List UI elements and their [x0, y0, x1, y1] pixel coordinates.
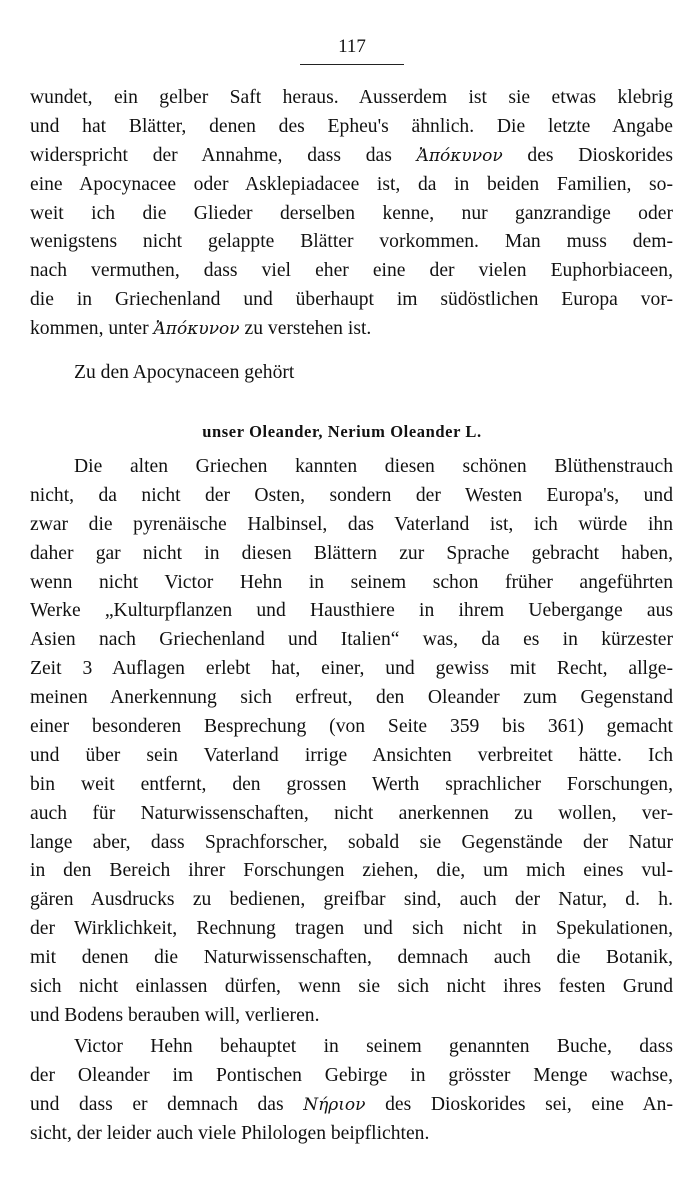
- text-line: Asien nach Griechenland und Italien“ was, da es in kürzester: [30, 629, 673, 651]
- text-fragment: des Dioskorides: [502, 144, 673, 166]
- greek-word: Ἀπόκυνον: [153, 319, 240, 340]
- page-number-rule: [300, 64, 404, 65]
- text-line: Die alten Griechen kannten diesen schönen Blüthenstrauch: [74, 456, 673, 477]
- paragraph-1: [30, 84, 673, 344]
- text-line: und Bodens berauben will, verlieren.: [30, 1004, 320, 1026]
- text-line: Zeit 3 Auflagen erlebt hat, einer, und gewiss mit Recht, allge-: [30, 658, 673, 680]
- text-fragment: zu verstehen ist.: [239, 318, 372, 340]
- text-line: gären Ausdrucks zu bedienen, greifbar sind, auch der Natur, d. h.: [30, 889, 673, 911]
- text-line: der Oleander im Pontischen Gebirge in grösster Menge wachse,: [30, 1064, 673, 1086]
- text-line: [30, 315, 673, 344]
- text-line: mit denen die Naturwissenschaften, demnach auch die Botanik,: [30, 947, 673, 969]
- text-line: Werke „Kulturpflanzen und Hausthiere in ihrem Uebergange aus: [30, 600, 673, 622]
- text-line: auch für Naturwissenschaften, nicht anerkennen zu wollen, ver-: [30, 802, 673, 824]
- text-line: und hat Blätter, denen des Epheu's ähnlich. Die letzte Angabe: [30, 115, 673, 137]
- paragraph-2: [74, 359, 673, 388]
- text-line: weit ich die Glieder derselben kenne, nur ganzrandige oder: [30, 202, 673, 224]
- text-line: bin weit entfernt, den grossen Werth sprachlicher Forschungen,: [30, 773, 673, 795]
- text-line: lange aber, dass Sprachforscher, sobald sie Gegenstände der Natur: [30, 831, 673, 853]
- text-line: wenn nicht Victor Hehn in seinem schon früher angeführten: [30, 571, 673, 593]
- text-line: nicht, da nicht der Osten, sondern der Westen Europa's, und: [30, 484, 673, 506]
- text-line: [30, 142, 673, 171]
- text-line: Zu den Apocynaceen gehört: [74, 362, 295, 383]
- text-line: in den Bereich ihrer Forschungen ziehen, die, um mich eines vul-: [30, 860, 673, 882]
- paragraph-3: [30, 453, 673, 1031]
- greek-word: Ἀπόκυνον: [416, 145, 503, 166]
- text-line: einer besonderen Besprechung (von Seite 359 bis 361) gemacht: [30, 716, 673, 738]
- text-fragment: des Dioskorides sei, eine An-: [365, 1093, 673, 1115]
- text-line: zwar die pyrenäische Halbinsel, das Vaterland ist, ich würde ihn: [30, 513, 673, 535]
- text-line: [30, 1091, 673, 1120]
- text-line: Victor Hehn behauptet in seinem genannten Buche, dass: [74, 1036, 673, 1057]
- text-fragment: kommen, unter: [30, 318, 154, 340]
- text-line: wundet, ein gelber Saft heraus. Ausserdem ist sie etwas klebrig: [30, 87, 673, 108]
- text-line: meinen Anerkennung sich erfreut, den Oleander zum Gegenstand: [30, 687, 673, 709]
- paragraph-4: [30, 1033, 673, 1149]
- section-heading: unser Oleander, Nerium Oleander L.: [202, 422, 482, 441]
- text-fragment: widerspricht der Annahme, dass das: [30, 144, 417, 166]
- greek-word: Νήριον: [303, 1094, 366, 1115]
- text-line: und über sein Vaterland irrige Ansichten verbreitet hätte. Ich: [30, 744, 673, 766]
- text-line: sich nicht einlassen dürfen, wenn sie sich nicht ihres festen Grund: [30, 976, 673, 998]
- text-line: wenigstens nicht gelappte Blätter vorkommen. Man muss dem-: [30, 231, 673, 253]
- text-line: eine Apocynacee oder Asklepiadacee ist, da in beiden Familien, so-: [30, 173, 673, 195]
- text-line: nach vermuthen, dass viel eher eine der vielen Euphorbiaceen,: [30, 260, 673, 282]
- text-line: der Wirklichkeit, Rechnung tragen und sich nicht in Spekulationen,: [30, 918, 673, 940]
- text-fragment: und dass er demnach das: [30, 1093, 304, 1115]
- text-line: daher gar nicht in diesen Blättern zur Sprache gebracht haben,: [30, 542, 673, 564]
- text-line: sicht, der leider auch viele Philologen beipflichten.: [30, 1122, 430, 1144]
- text-line: die in Griechenland und überhaupt im südöstlichen Europa vor-: [30, 289, 673, 311]
- page-number: 117: [338, 36, 366, 57]
